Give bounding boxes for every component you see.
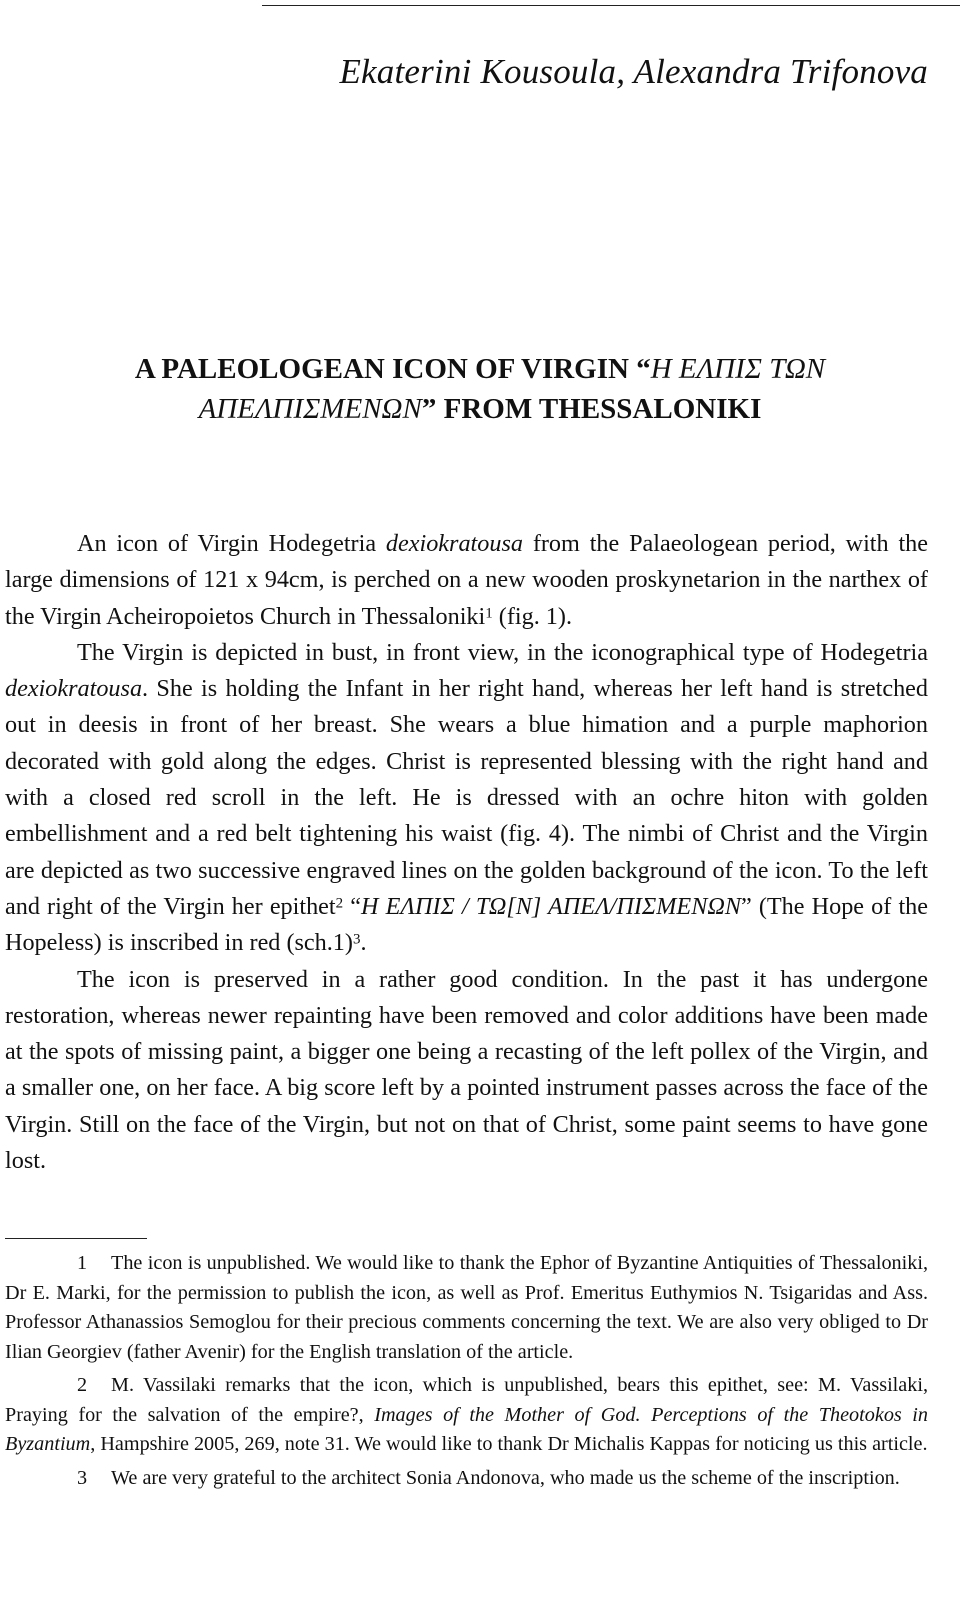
text-run: from the Palaeologean period, with the large dimensions of 121 x 94cm, is perched on a new wooden proskynetarion in the narthex of the Virgin Acheiropoietos Church in Thessaloniki — [5, 530, 929, 630]
footnote-text: M. Vassilaki remarks that the icon, which is unpublished, bears this epithet, see: M. Vassilaki, Praying for the salvation of the empire?, — [5, 1374, 928, 1426]
footnote-number: 1 — [77, 1252, 88, 1274]
footnotes — [5, 1249, 928, 1497]
text-run: . — [360, 929, 367, 957]
title-line-1 — [0, 349, 960, 389]
top-rule — [262, 5, 960, 6]
text-run: “ — [343, 892, 362, 920]
text-run: An icon of Virgin Hodegetria — [77, 530, 386, 557]
paragraph-2 — [5, 635, 928, 962]
text-run: ” (The Hope of the Hopeless) is inscribed in red (sch.1) — [5, 892, 928, 957]
footnote-ref-2[interactable]: 2 — [335, 895, 344, 912]
footnote-text: We are very grateful to the architect Sonia Andonova, who made us the scheme of the inscription. — [111, 1466, 900, 1489]
title-line-2 — [0, 389, 960, 429]
italic-term: dexiokratousa — [385, 530, 523, 557]
title-text: A PALEOLOGEAN ICON OF VIRGIN “ — [134, 353, 651, 385]
footnote-separator — [5, 1238, 147, 1239]
title-greek-text: Η ΕΛΠΙΣ ΤΩΝ — [650, 353, 826, 385]
footnote-italic-title: Images of the Mother of God. Perceptions of the Theotokos in Byzantium — [5, 1403, 929, 1455]
article-title — [0, 349, 960, 429]
italic-term: dexiokratousa — [5, 675, 143, 703]
paragraph-3 — [5, 962, 928, 1180]
footnote-text: , Hampshire 2005, 269, note 31. We would like to thank Dr Michalis Kappas for noticing us this article. — [90, 1433, 928, 1455]
footnote-ref-3[interactable]: 3 — [352, 931, 361, 948]
text-run: The icon is preserved in a rather good condition. In the past it has undergone restoration, whereas newer repainting have been removed and color additions have been made at the spots of missing paint, a bigger one being a recasting of the left pollex of the Virgin, and a smaller one, on her face. A big score left by a pointed instrument passes across the face of the Virgin. Still on the face of the Virgin, but not on that of Christ, some paint seems to have gone lost. — [5, 965, 928, 1175]
title-greek-text: ΑΠΕΛΠΙΣΜΕΝΩΝ — [198, 393, 422, 425]
footnote-1 — [5, 1249, 928, 1367]
footnote-3 — [5, 1464, 928, 1494]
greek-inscription: Η ΕΛΠΙΣ / ΤΩ[Ν] ΑΠΕΛ/ΠΙΣΜΕΝΩΝ — [361, 892, 741, 920]
footnote-ref-1[interactable]: 1 — [485, 604, 493, 621]
title-text: ” FROM THESSALONIKI — [421, 393, 762, 425]
paragraph-1 — [5, 526, 928, 635]
text-run: (fig. 1). — [492, 602, 572, 630]
footnote-number: 3 — [77, 1466, 88, 1489]
running-head-authors: Ekaterini Kousoula, Alexandra Trifonova — [339, 52, 928, 91]
text-run: . She is holding the Infant in her right hand, whereas her left hand is stretched out in deesis in front of her breast. She wears a blue himation and a purple maphorion decorated with gold along the edges. Christ is represented blessing with the right hand and with a closed red scroll in the left. He is dressed with an ochre hiton with golden embellishment and a red belt tightening his waist (fig. 4). The nimbi of Christ and the Virgin are depicted as two successive engraved lines on the golden background of the icon. To the left and right of the Virgin her epithet — [5, 675, 928, 920]
body-text — [5, 526, 928, 1179]
footnote-number: 2 — [77, 1374, 88, 1396]
text-run: The Virgin is depicted in bust, in front view, in the iconographical type of Hodegetria — [77, 638, 928, 666]
footnote-2 — [5, 1371, 928, 1460]
footnote-text: The icon is unpublished. We would like to thank the Ephor of Byzantine Antiquities of Thessaloniki, Dr E. Marki, for the permission to publish the icon, as well as Prof. Emeritus Euthymios N. Tsigaridas and Ass. Professor Athanassios Semoglou for their precious comments concerning the text. We are also very obliged to Dr Ilian Georgiev (father Avenir) for the English translation of the article. — [5, 1252, 928, 1363]
